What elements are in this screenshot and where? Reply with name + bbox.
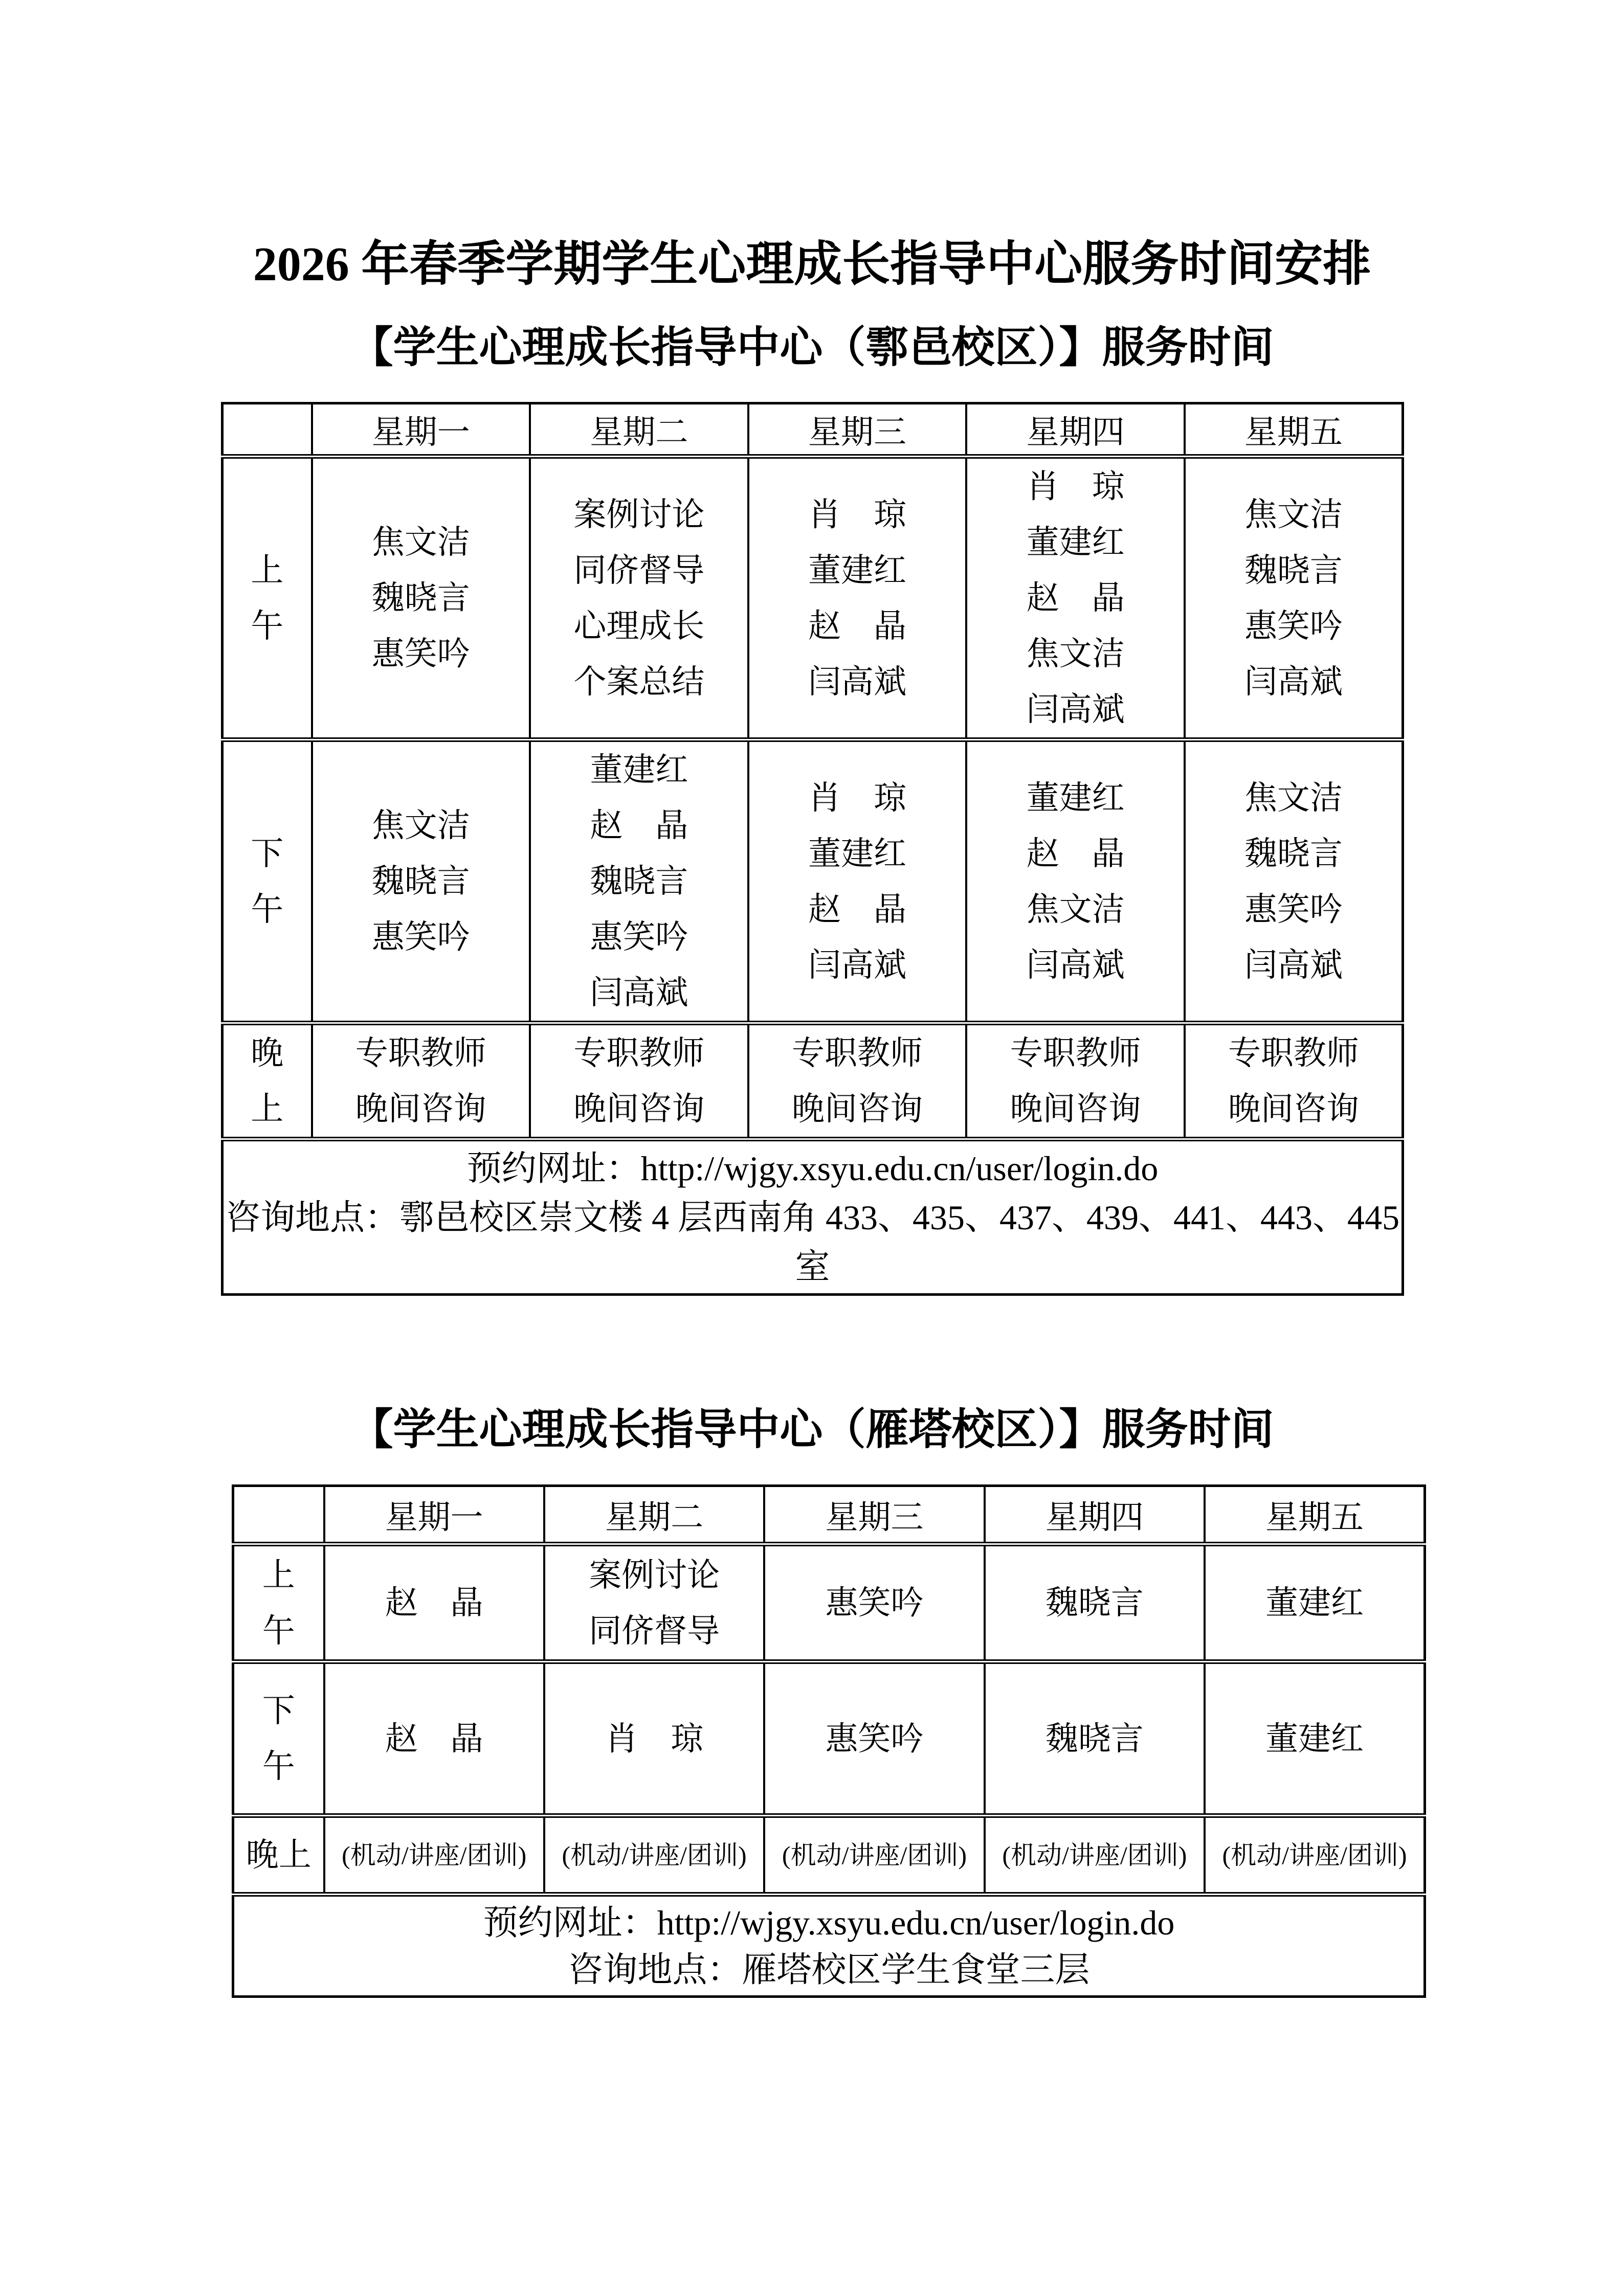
cell-line: 肖 琼 xyxy=(1026,468,1125,505)
cell-line: 惠笑吟 xyxy=(371,919,470,955)
schedule-cell xyxy=(544,1544,764,1662)
schedule-cell xyxy=(312,740,530,1023)
yanta-campus-section-title: 【学生心理成长指导中心（雁塔校区）】服务时间 xyxy=(350,1406,1274,1454)
schedule-cell xyxy=(324,1816,544,1895)
cell-line: 闫高斌 xyxy=(1026,947,1125,983)
day-header-cell: 星期五 xyxy=(1185,403,1403,457)
cell-line: 赵 晶 xyxy=(808,607,906,644)
schedule-cell xyxy=(966,457,1185,740)
schedule-cell xyxy=(324,1662,544,1816)
morning-row xyxy=(223,457,1403,740)
day-header-cell: 星期五 xyxy=(1205,1486,1425,1544)
day-header-cell: 星期四 xyxy=(966,403,1185,457)
time-label-cell-morning xyxy=(223,457,312,740)
schedule-cell xyxy=(544,1662,764,1816)
day-header-cell: 星期三 xyxy=(764,1486,984,1544)
schedule-cell xyxy=(530,740,748,1023)
cell-line: (机动/讲座/团训) xyxy=(342,1840,527,1870)
cell-line: 惠笑吟 xyxy=(1244,607,1343,644)
cell-line: 魏晓言 xyxy=(1244,835,1343,872)
schedule-cell xyxy=(312,1023,530,1139)
cell-line: 晚间咨询 xyxy=(791,1091,923,1127)
schedule-cell xyxy=(1205,1816,1425,1895)
corner-cell xyxy=(223,403,312,457)
schedule-cell xyxy=(312,457,530,740)
booking-url-line: 预约网址：http://wjgy.xsyu.edu.cn/user/login.do xyxy=(483,1903,1175,1942)
cell-line: 心理成长 xyxy=(573,607,705,644)
corner-cell xyxy=(233,1486,324,1544)
schedule-cell xyxy=(764,1544,984,1662)
cell-line: 赵 晶 xyxy=(385,1585,483,1621)
schedule-cell xyxy=(966,1023,1185,1139)
afternoon-row xyxy=(233,1662,1425,1816)
booking-url-line: 预约网址：http://wjgy.xsyu.edu.cn/user/login.do xyxy=(466,1149,1159,1188)
day-header-row xyxy=(233,1486,1425,1544)
cell-line: 下 xyxy=(262,1693,295,1729)
cell-line: 专职教师 xyxy=(1010,1035,1141,1071)
schedule-cell xyxy=(530,1023,748,1139)
schedule-cell xyxy=(544,1816,764,1895)
cell-line: 魏晓言 xyxy=(1045,1585,1144,1621)
time-label-cell-morning xyxy=(233,1544,324,1662)
cell-line: 晚间咨询 xyxy=(355,1091,486,1127)
schedule-cell xyxy=(1205,1662,1425,1816)
cell-line: 魏晓言 xyxy=(590,863,688,899)
schedule-cell xyxy=(1185,1023,1403,1139)
cell-line: 焦文洁 xyxy=(371,807,470,844)
cell-line: 闫高斌 xyxy=(808,663,906,700)
huyi-campus-schedule-table xyxy=(221,402,1404,1296)
cell-line: 董建红 xyxy=(808,835,906,872)
cell-line: (机动/讲座/团训) xyxy=(782,1840,967,1870)
time-label-cell-afternoon xyxy=(233,1662,324,1816)
morning-row xyxy=(233,1544,1425,1662)
day-header-cell: 星期三 xyxy=(748,403,967,457)
cell-line: 案例讨论 xyxy=(589,1557,720,1593)
cell-line: (机动/讲座/团训) xyxy=(1222,1840,1407,1870)
day-header-cell: 星期二 xyxy=(530,403,748,457)
cell-line: 赵 晶 xyxy=(385,1720,483,1757)
cell-line: 同侪督导 xyxy=(573,552,705,589)
cell-line: 专职教师 xyxy=(355,1035,486,1071)
day-header-cell: 星期一 xyxy=(312,403,530,457)
cell-line: 惠笑吟 xyxy=(825,1720,924,1757)
huyi-campus-section-title: 【学生心理成长指导中心（鄠邑校区）】服务时间 xyxy=(350,324,1274,372)
cell-line: 专职教师 xyxy=(791,1035,923,1071)
cell-line: 焦文洁 xyxy=(1244,779,1343,816)
booking-info-cell xyxy=(233,1895,1425,1997)
cell-line: 惠笑吟 xyxy=(1244,891,1343,928)
cell-line: 董建红 xyxy=(1026,779,1125,816)
cell-line: 惠笑吟 xyxy=(590,919,688,955)
cell-line: 午 xyxy=(251,607,284,644)
cell-line: 午 xyxy=(251,891,284,928)
schedule-cell xyxy=(748,1023,967,1139)
cell-line: 晚上 xyxy=(246,1837,312,1873)
cell-line: 晚间咨询 xyxy=(573,1091,705,1127)
cell-line: (机动/讲座/团训) xyxy=(562,1840,747,1870)
cell-line: 专职教师 xyxy=(1228,1035,1359,1071)
day-header-row xyxy=(223,403,1403,457)
location-line: 咨询地点：雁塔校区学生食堂三层 xyxy=(568,1950,1090,1989)
cell-line: 魏晓言 xyxy=(1045,1720,1144,1757)
schedule-cell xyxy=(530,457,748,740)
time-label-cell-afternoon xyxy=(223,740,312,1023)
cell-line: 下 xyxy=(251,835,284,872)
cell-line: 晚 xyxy=(251,1035,284,1071)
cell-line: 焦文洁 xyxy=(1026,891,1125,928)
schedule-cell xyxy=(1185,740,1403,1023)
day-header-cell: 星期四 xyxy=(985,1486,1205,1544)
schedule-cell xyxy=(985,1816,1205,1895)
cell-line: 董建红 xyxy=(1265,1720,1364,1757)
location-line: 咨询地点：鄠邑校区崇文楼 4 层西南角 433、435、437、439、441、443、445 室 xyxy=(225,1198,1399,1286)
cell-line: 焦文洁 xyxy=(1244,496,1343,533)
document-title: 2026 年春季学期学生心理成长指导中心服务时间安排 xyxy=(253,238,1371,291)
cell-line: 董建红 xyxy=(808,552,906,589)
evening-row xyxy=(233,1816,1425,1895)
yanta-campus-schedule-table xyxy=(232,1484,1426,1998)
schedule-cell xyxy=(764,1816,984,1895)
cell-line: 午 xyxy=(262,1612,295,1649)
cell-line: 肖 琼 xyxy=(808,496,906,533)
cell-line: 晚间咨询 xyxy=(1228,1091,1359,1127)
contact-info-row xyxy=(233,1895,1425,1997)
schedule-cell xyxy=(985,1544,1205,1662)
cell-line: (机动/讲座/团训) xyxy=(1002,1840,1187,1870)
afternoon-row xyxy=(223,740,1403,1023)
cell-line: 魏晓言 xyxy=(1244,552,1343,589)
cell-line: 董建红 xyxy=(590,752,688,788)
cell-line: 同侪督导 xyxy=(589,1612,720,1649)
cell-line: 赵 晶 xyxy=(808,891,906,928)
cell-line: 午 xyxy=(262,1748,295,1785)
cell-line: 惠笑吟 xyxy=(825,1585,924,1621)
cell-line: 专职教师 xyxy=(573,1035,705,1071)
evening-row xyxy=(223,1023,1403,1139)
cell-line: 上 xyxy=(262,1557,295,1593)
cell-line: 魏晓言 xyxy=(371,863,470,899)
contact-info-row xyxy=(223,1139,1403,1295)
schedule-cell xyxy=(1185,457,1403,740)
cell-line: 董建红 xyxy=(1265,1585,1364,1621)
cell-line: 个案总结 xyxy=(573,663,705,700)
time-label-cell-evening xyxy=(223,1023,312,1139)
schedule-cell xyxy=(324,1544,544,1662)
day-header-cell: 星期二 xyxy=(544,1486,764,1544)
cell-line: 赵 晶 xyxy=(1026,580,1125,616)
cell-line: 闫高斌 xyxy=(1244,947,1343,983)
cell-line: 闫高斌 xyxy=(808,947,906,983)
schedule-cell xyxy=(748,457,967,740)
cell-line: 董建红 xyxy=(1026,524,1125,560)
schedule-cell xyxy=(985,1662,1205,1816)
booking-info-cell xyxy=(223,1139,1403,1295)
cell-line: 魏晓言 xyxy=(371,580,470,616)
day-header-cell: 星期一 xyxy=(324,1486,544,1544)
cell-line: 闫高斌 xyxy=(590,975,688,1011)
schedule-cell xyxy=(764,1662,984,1816)
schedule-cell xyxy=(966,740,1185,1023)
cell-line: 焦文洁 xyxy=(371,524,470,560)
time-label-cell-evening xyxy=(233,1816,324,1895)
cell-line: 肖 琼 xyxy=(605,1720,704,1757)
schedule-cell xyxy=(1205,1544,1425,1662)
cell-line: 焦文洁 xyxy=(1026,636,1125,672)
cell-line: 上 xyxy=(251,1091,284,1127)
cell-line: 案例讨论 xyxy=(573,496,705,533)
cell-line: 上 xyxy=(251,552,284,589)
cell-line: 闫高斌 xyxy=(1244,663,1343,700)
cell-line: 闫高斌 xyxy=(1026,691,1125,728)
cell-line: 惠笑吟 xyxy=(371,636,470,672)
cell-line: 赵 晶 xyxy=(1026,835,1125,872)
schedule-cell xyxy=(748,740,967,1023)
cell-line: 赵 晶 xyxy=(590,807,688,844)
cell-line: 肖 琼 xyxy=(808,779,906,816)
cell-line: 晚间咨询 xyxy=(1010,1091,1141,1127)
